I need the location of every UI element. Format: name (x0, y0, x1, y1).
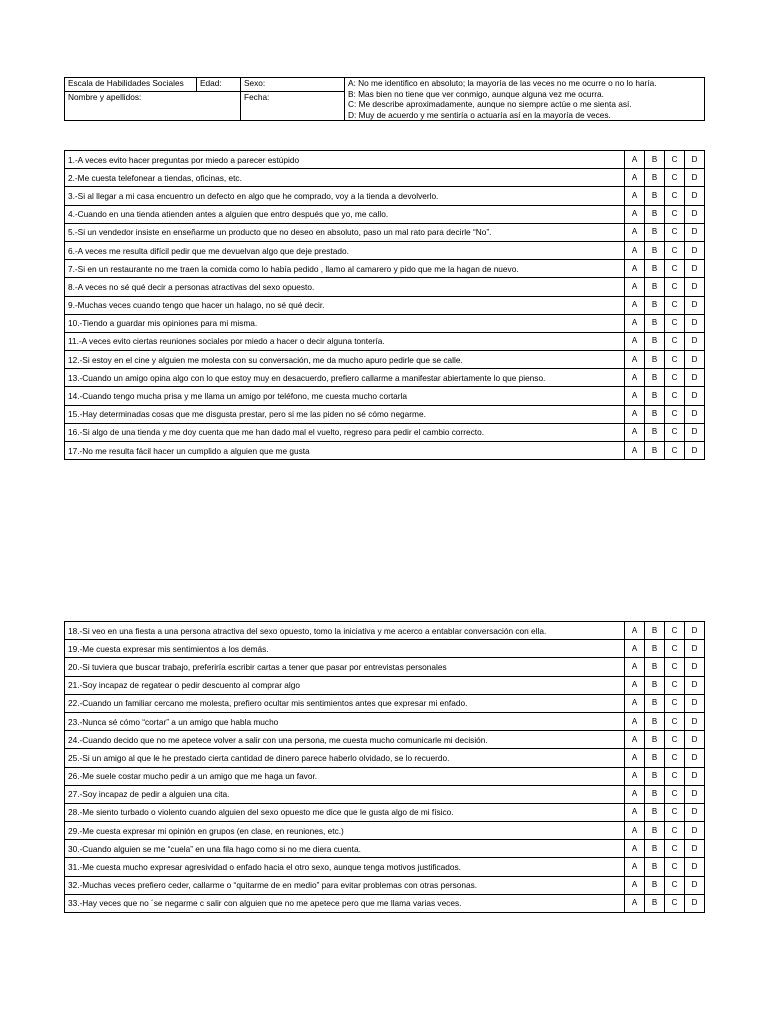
answer-option-b[interactable]: B (645, 676, 665, 694)
answer-option-b[interactable]: B (645, 405, 665, 423)
answer-option-a[interactable]: A (625, 822, 645, 840)
answer-option-b[interactable]: B (645, 442, 665, 460)
answer-option-c[interactable]: C (665, 712, 685, 730)
question-row (65, 332, 705, 350)
question-text: 24.-Cuando decido que no me apetece volver a salir con una persona, me cuesta mucho comunicarle mi decisión. (65, 731, 625, 749)
answer-option-c[interactable]: C (665, 894, 685, 912)
question-row (65, 622, 705, 640)
answer-option-a[interactable]: A (625, 314, 645, 332)
answer-option-d[interactable]: D (685, 405, 705, 423)
question-row (65, 676, 705, 694)
answer-option-d[interactable]: D (685, 822, 705, 840)
answer-option-d[interactable]: D (685, 223, 705, 241)
answer-option-a[interactable]: A (625, 423, 645, 441)
answer-option-a[interactable]: A (625, 151, 645, 169)
answer-option-c[interactable]: C (665, 640, 685, 658)
answer-option-d[interactable]: D (685, 332, 705, 350)
answer-option-d[interactable]: D (685, 296, 705, 314)
question-row (65, 278, 705, 296)
question-text: 33.-Hay veces que no ´se negarme c salir con alguien que no me apetece pero que me llama varias veces. (65, 894, 625, 912)
answer-option-c[interactable]: C (665, 241, 685, 259)
answer-option-a[interactable]: A (625, 369, 645, 387)
answer-option-b[interactable]: B (645, 241, 665, 259)
answer-option-a[interactable]: A (625, 876, 645, 894)
sex-field[interactable]: Sexo: (241, 78, 345, 92)
question-row (65, 658, 705, 676)
question-row (65, 223, 705, 241)
question-text: 10.-Tiendo a guardar mis opiniones para mi misma. (65, 314, 625, 332)
answer-option-a[interactable]: A (625, 442, 645, 460)
question-row (65, 423, 705, 441)
answer-option-a[interactable]: A (625, 731, 645, 749)
answer-option-c[interactable]: C (665, 840, 685, 858)
answer-option-c[interactable]: C (665, 278, 685, 296)
answer-option-d[interactable]: D (685, 241, 705, 259)
answer-option-a[interactable]: A (625, 205, 645, 223)
question-row (65, 296, 705, 314)
answer-option-a[interactable]: A (625, 858, 645, 876)
answer-option-d[interactable]: D (685, 622, 705, 640)
answer-option-b[interactable]: B (645, 767, 665, 785)
question-row (65, 169, 705, 187)
question-row (65, 405, 705, 423)
answer-option-d[interactable]: D (685, 785, 705, 803)
answer-option-c[interactable]: C (665, 351, 685, 369)
answer-option-b[interactable]: B (645, 622, 665, 640)
question-row (65, 767, 705, 785)
question-text: 15.-Hay determinadas cosas que me disgusta prestar, pero si me las piden no sé cómo negarme. (65, 405, 625, 423)
answer-option-a[interactable]: A (625, 278, 645, 296)
answer-option-b[interactable]: B (645, 731, 665, 749)
question-row (65, 351, 705, 369)
answer-option-a[interactable]: A (625, 387, 645, 405)
answer-option-b[interactable]: B (645, 351, 665, 369)
answer-option-a[interactable]: A (625, 187, 645, 205)
question-row (65, 640, 705, 658)
legend-option-a: A: No me identifico en absoluto; la mayoría de las veces no me ocurre o no lo haría. (348, 78, 657, 88)
question-row (65, 260, 705, 278)
answer-option-d[interactable]: D (685, 169, 705, 187)
question-row (65, 894, 705, 912)
answer-option-d[interactable]: D (685, 187, 705, 205)
answer-option-a[interactable]: A (625, 332, 645, 350)
answer-option-a[interactable]: A (625, 840, 645, 858)
answer-option-a[interactable]: A (625, 676, 645, 694)
answer-option-b[interactable]: B (645, 205, 665, 223)
answer-option-c[interactable]: C (665, 260, 685, 278)
legend-option-d: D: Muy de acuerdo y me sentiría o actuaría así en la mayoría de veces. (348, 109, 611, 120)
question-row (65, 369, 705, 387)
question-row (65, 858, 705, 876)
answer-option-b[interactable]: B (645, 894, 665, 912)
answer-option-b[interactable]: B (645, 223, 665, 241)
answer-option-b[interactable]: B (645, 694, 665, 712)
answer-option-c[interactable]: C (665, 332, 685, 350)
question-row (65, 803, 705, 821)
answer-option-a[interactable]: A (625, 767, 645, 785)
answer-option-c[interactable]: C (665, 803, 685, 821)
answer-option-a[interactable]: A (625, 296, 645, 314)
answer-option-c[interactable]: C (665, 658, 685, 676)
answer-option-b[interactable]: B (645, 785, 665, 803)
question-text: 21.-Soy incapaz de regatear o pedir descuento al comprar algo (65, 676, 625, 694)
question-row (65, 241, 705, 259)
answer-option-c[interactable]: C (665, 442, 685, 460)
questions-table-part2 (64, 621, 705, 913)
answer-option-b[interactable]: B (645, 260, 665, 278)
answer-option-d[interactable]: D (685, 731, 705, 749)
answer-option-b[interactable]: B (645, 369, 665, 387)
answer-option-a[interactable]: A (625, 241, 645, 259)
answer-option-d[interactable]: D (685, 767, 705, 785)
question-text: 7.-Si en un restaurante no me traen la comida como lo había pedido , llamo al camarero y pido que me la hagan de nuevo. (65, 260, 625, 278)
question-row (65, 151, 705, 169)
answer-option-b[interactable]: B (645, 876, 665, 894)
questions-table-part1 (64, 150, 705, 460)
question-text: 16.-Si algo de una tienda y me doy cuenta que me han dado mal el vuelto, regreso para pedir el cambio correcto. (65, 423, 625, 441)
question-text: 26.-Me suele costar mucho pedir a un amigo que me haga un favor. (65, 767, 625, 785)
answer-option-c[interactable]: C (665, 405, 685, 423)
question-row (65, 840, 705, 858)
legend-option-b: B: Mas bien no tiene que ver conmigo, aunque alguna vez me ocurra. (348, 88, 604, 99)
answer-option-d[interactable]: D (685, 640, 705, 658)
answer-option-c[interactable]: C (665, 187, 685, 205)
question-text: 12.-Si estoy en el cine y alguien me molesta con su conversación, me da mucho apuro pedirle que se calle. (65, 351, 625, 369)
answer-option-d[interactable]: D (685, 840, 705, 858)
question-text: 29.-Me cuesta expresar mi opinión en grupos (en clase, en reuniones, etc.) (65, 822, 625, 840)
answer-option-d[interactable]: D (685, 151, 705, 169)
answer-option-b[interactable]: B (645, 840, 665, 858)
answer-option-b[interactable]: B (645, 278, 665, 296)
answer-option-b[interactable]: B (645, 151, 665, 169)
answer-option-a[interactable]: A (625, 622, 645, 640)
answer-option-c[interactable]: C (665, 767, 685, 785)
answer-option-b[interactable]: B (645, 387, 665, 405)
question-text: 1.-A veces evito hacer preguntas por miedo a parecer estúpido (65, 151, 625, 169)
question-text: 23.-Nunca sé cómo “cortar” a un amigo que habla mucho (65, 712, 625, 730)
answer-option-b[interactable]: B (645, 658, 665, 676)
answer-option-c[interactable]: C (665, 314, 685, 332)
answer-option-a[interactable]: A (625, 712, 645, 730)
answer-option-b[interactable]: B (645, 640, 665, 658)
answer-option-c[interactable]: C (665, 876, 685, 894)
answer-option-c[interactable]: C (665, 369, 685, 387)
answer-option-c[interactable]: C (665, 785, 685, 803)
answer-option-c[interactable]: C (665, 749, 685, 767)
answer-option-d[interactable]: D (685, 676, 705, 694)
question-text: 3.-Si al llegar a mi casa encuentro un defecto en algo que he comprado, voy a la tienda a devolverlo. (65, 187, 625, 205)
answer-option-d[interactable]: D (685, 205, 705, 223)
answer-option-a[interactable]: A (625, 803, 645, 821)
answer-option-c[interactable]: C (665, 151, 685, 169)
question-row (65, 314, 705, 332)
answer-option-d[interactable]: D (685, 278, 705, 296)
answer-option-c[interactable]: C (665, 622, 685, 640)
question-text: 31.-Me cuesta mucho expresar agresividad o enfado hacia el otro sexo, aunque tenga motivos justificados. (65, 858, 625, 876)
answer-option-a[interactable]: A (625, 785, 645, 803)
answer-option-d[interactable]: D (685, 387, 705, 405)
question-text: 32.-Muchas veces prefiero ceder, callarme o “quitarme de en medio” para evitar problemas con otras personas. (65, 876, 625, 894)
question-row (65, 712, 705, 730)
answer-option-d[interactable]: D (685, 314, 705, 332)
answer-option-c[interactable]: C (665, 223, 685, 241)
answer-option-d[interactable]: D (685, 369, 705, 387)
answer-option-b[interactable]: B (645, 803, 665, 821)
answer-option-d[interactable]: D (685, 694, 705, 712)
question-text: 2.-Me cuesta telefonear a tiendas, oficinas, etc. (65, 169, 625, 187)
question-row (65, 187, 705, 205)
answer-option-c[interactable]: C (665, 676, 685, 694)
answer-option-b[interactable]: B (645, 314, 665, 332)
answer-option-a[interactable]: A (625, 749, 645, 767)
age-field[interactable]: Edad: (197, 78, 241, 92)
answer-option-a[interactable]: A (625, 658, 645, 676)
answer-option-c[interactable]: C (665, 423, 685, 441)
question-text: 4.-Cuando en una tienda atienden antes a alguien que entro después que yo, me callo. (65, 205, 625, 223)
answer-options-legend (345, 78, 705, 121)
question-row (65, 785, 705, 803)
answer-option-b[interactable]: B (645, 749, 665, 767)
date-field[interactable]: Fecha: (241, 91, 345, 120)
answer-option-d[interactable]: D (685, 749, 705, 767)
answer-option-b[interactable]: B (645, 712, 665, 730)
question-row (65, 822, 705, 840)
question-text: 30.-Cuando alguien se me “cuela” en una fila hago como si no me diera cuenta. (65, 840, 625, 858)
name-field[interactable]: Nombre y apellidos: (65, 91, 241, 120)
answer-option-d[interactable]: D (685, 876, 705, 894)
answer-option-a[interactable]: A (625, 351, 645, 369)
answer-option-d[interactable]: D (685, 712, 705, 730)
answer-option-c[interactable]: C (665, 858, 685, 876)
answer-option-c[interactable]: C (665, 694, 685, 712)
question-text: 28.-Me siento turbado o violento cuando alguien del sexo opuesto me dice que le gusta algo de mi físico. (65, 803, 625, 821)
answer-option-d[interactable]: D (685, 442, 705, 460)
answer-option-b[interactable]: B (645, 423, 665, 441)
scale-title: Escala de Habilidades Sociales (65, 78, 197, 92)
answer-option-c[interactable]: C (665, 296, 685, 314)
question-text: 25.-Si un amigo al que le he prestado cierta cantidad de dinero parece haberlo olvidado, se lo recuerdo. (65, 749, 625, 767)
answer-option-d[interactable]: D (685, 260, 705, 278)
legend-option-c: C: Me describe aproximadamente, aunque no siempre actúe o me sienta así. (348, 99, 632, 109)
answer-option-a[interactable]: A (625, 169, 645, 187)
answer-option-b[interactable]: B (645, 332, 665, 350)
answer-option-d[interactable]: D (685, 423, 705, 441)
question-row (65, 731, 705, 749)
answer-option-b[interactable]: B (645, 187, 665, 205)
header-table (64, 77, 705, 121)
question-text: 20.-Si tuviera que buscar trabajo, preferiría escribir cartas a tener que pasar por entrevistas personales (65, 658, 625, 676)
answer-option-c[interactable]: C (665, 205, 685, 223)
question-text: 27.-Soy incapaz de pedir a alguien una cita. (65, 785, 625, 803)
question-text: 14.-Cuando tengo mucha prisa y me llama un amigo por teléfono, me cuesta mucho cortarla (65, 387, 625, 405)
answer-option-d[interactable]: D (685, 894, 705, 912)
question-text: 18.-Si veo en una fiesta a una persona atractiva del sexo opuesto, tomo la iniciativa y me acerco a entablar conversación con ella. (65, 622, 625, 640)
answer-option-b[interactable]: B (645, 169, 665, 187)
question-text: 9.-Muchas veces cuando tengo que hacer un halago, no sé qué decir. (65, 296, 625, 314)
question-row (65, 749, 705, 767)
question-row (65, 694, 705, 712)
question-text: 13.-Cuando un amigo opina algo con lo que estoy muy en desacuerdo, prefiero callarme a manifestar abiertamente lo que pienso. (65, 369, 625, 387)
answer-option-d[interactable]: D (685, 803, 705, 821)
answer-option-a[interactable]: A (625, 894, 645, 912)
answer-option-c[interactable]: C (665, 169, 685, 187)
question-text: 5.-Si un vendedor insiste en enseñarme un producto que no deseo en absoluto, paso un mal rato para decirle “No”. (65, 223, 625, 241)
answer-option-a[interactable]: A (625, 640, 645, 658)
answer-option-a[interactable]: A (625, 260, 645, 278)
answer-option-b[interactable]: B (645, 296, 665, 314)
question-text: 6.-A veces me resulta difícil pedir que me devuelvan algo que deje prestado. (65, 241, 625, 259)
question-row (65, 876, 705, 894)
answer-option-a[interactable]: A (625, 223, 645, 241)
answer-option-c[interactable]: C (665, 731, 685, 749)
answer-option-a[interactable]: A (625, 405, 645, 423)
question-row (65, 442, 705, 460)
answer-option-c[interactable]: C (665, 822, 685, 840)
answer-option-b[interactable]: B (645, 822, 665, 840)
question-row (65, 387, 705, 405)
question-text: 19.-Me cuesta expresar mis sentimientos a los demás. (65, 640, 625, 658)
question-text: 22.-Cuando un familiar cercano me molesta, prefiero ocultar mis sentimientos antes que expresar mi enfado. (65, 694, 625, 712)
answer-option-d[interactable]: D (685, 351, 705, 369)
question-text: 8.-A veces no sé qué decir a personas atractivas del sexo opuesto. (65, 278, 625, 296)
answer-option-d[interactable]: D (685, 658, 705, 676)
answer-option-c[interactable]: C (665, 387, 685, 405)
answer-option-a[interactable]: A (625, 694, 645, 712)
answer-option-d[interactable]: D (685, 858, 705, 876)
question-text: 17.-No me resulta fácil hacer un cumplido a alguien que me gusta (65, 442, 625, 460)
question-row (65, 205, 705, 223)
answer-option-b[interactable]: B (645, 858, 665, 876)
question-text: 11.-A veces evito ciertas reuniones sociales por miedo a hacer o decir alguna tontería. (65, 332, 625, 350)
